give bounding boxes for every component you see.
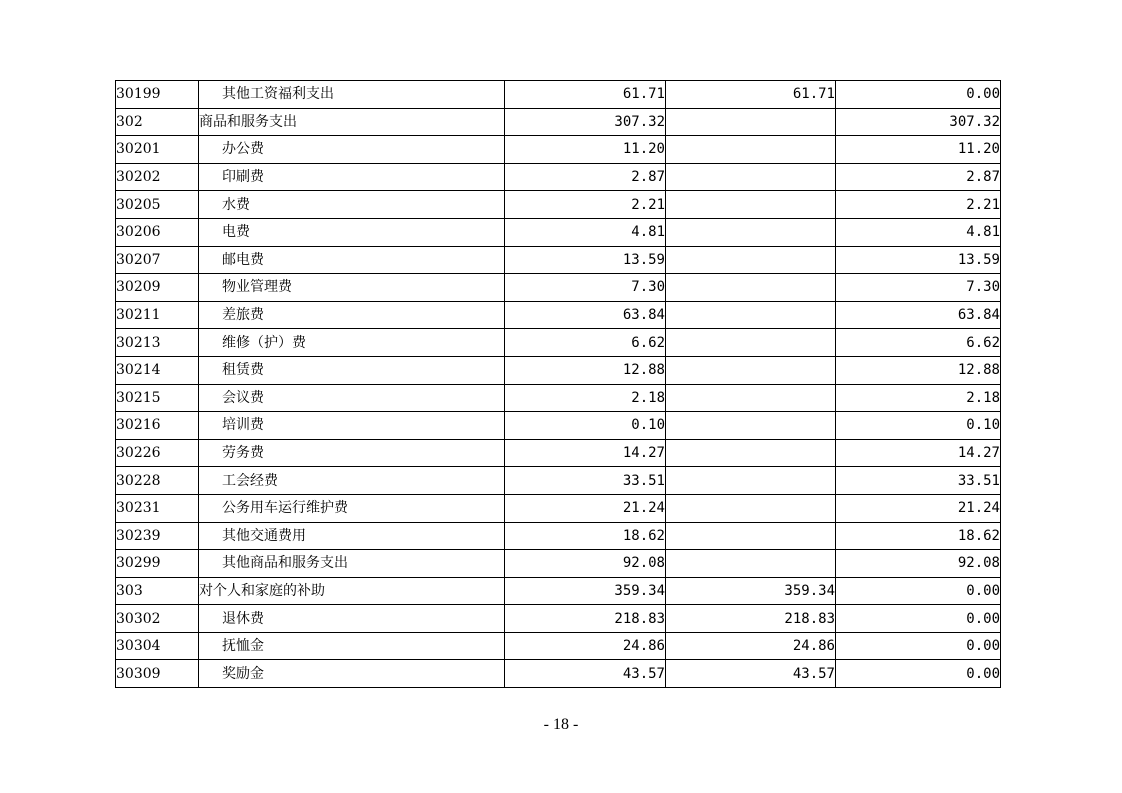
total-amount-cell: 21.24 [505,494,666,522]
name-cell: 其他工资福利支出 [199,81,505,109]
basic-expenditure-cell [666,550,836,578]
table-row [116,136,1001,164]
table-row [116,246,1001,274]
project-expenditure-cell: 14.27 [836,439,1001,467]
project-expenditure-cell: 0.00 [836,577,1001,605]
total-amount-cell: 13.59 [505,246,666,274]
name-cell: 工会经费 [199,467,505,495]
code-cell: 30206 [116,218,199,246]
total-amount-cell: 11.20 [505,136,666,164]
table-row [116,329,1001,357]
basic-expenditure-cell [666,356,836,384]
table-row [116,522,1001,550]
basic-expenditure-cell [666,108,836,136]
project-expenditure-cell: 0.00 [836,605,1001,633]
code-cell: 30299 [116,550,199,578]
table-row [116,301,1001,329]
name-cell: 租赁费 [199,356,505,384]
total-amount-cell: 24.86 [505,632,666,660]
table-row [116,412,1001,440]
project-expenditure-cell: 4.81 [836,218,1001,246]
name-cell: 办公费 [199,136,505,164]
basic-expenditure-cell [666,191,836,219]
total-amount-cell: 92.08 [505,550,666,578]
budget-table [115,80,1001,688]
project-expenditure-cell: 0.00 [836,81,1001,109]
basic-expenditure-cell [666,246,836,274]
total-amount-cell: 2.87 [505,163,666,191]
project-expenditure-cell: 12.88 [836,356,1001,384]
code-cell: 30205 [116,191,199,219]
table-row [116,467,1001,495]
code-cell: 303 [116,577,199,605]
basic-expenditure-cell [666,274,836,302]
project-expenditure-cell: 33.51 [836,467,1001,495]
basic-expenditure-cell [666,412,836,440]
table-row [116,632,1001,660]
basic-expenditure-cell: 218.83 [666,605,836,633]
code-cell: 30239 [116,522,199,550]
project-expenditure-cell: 13.59 [836,246,1001,274]
project-expenditure-cell: 63.84 [836,301,1001,329]
project-expenditure-cell: 307.32 [836,108,1001,136]
total-amount-cell: 2.21 [505,191,666,219]
table-row [116,108,1001,136]
code-cell: 30201 [116,136,199,164]
basic-expenditure-cell: 24.86 [666,632,836,660]
code-cell: 30226 [116,439,199,467]
table-row [116,274,1001,302]
total-amount-cell: 4.81 [505,218,666,246]
name-cell: 劳务费 [199,439,505,467]
name-cell: 物业管理费 [199,274,505,302]
code-cell: 30213 [116,329,199,357]
total-amount-cell: 6.62 [505,329,666,357]
project-expenditure-cell: 0.00 [836,660,1001,688]
name-cell: 培训费 [199,412,505,440]
basic-expenditure-cell: 61.71 [666,81,836,109]
table-row [116,605,1001,633]
code-cell: 30231 [116,494,199,522]
basic-expenditure-cell [666,467,836,495]
name-cell: 奖励金 [199,660,505,688]
name-cell: 会议费 [199,384,505,412]
code-cell: 30209 [116,274,199,302]
table-row [116,550,1001,578]
total-amount-cell: 12.88 [505,356,666,384]
name-cell: 印刷费 [199,163,505,191]
project-expenditure-cell: 2.21 [836,191,1001,219]
basic-expenditure-cell [666,329,836,357]
total-amount-cell: 63.84 [505,301,666,329]
total-amount-cell: 14.27 [505,439,666,467]
table-row [116,494,1001,522]
total-amount-cell: 18.62 [505,522,666,550]
table-row [116,163,1001,191]
code-cell: 30216 [116,412,199,440]
code-cell: 302 [116,108,199,136]
project-expenditure-cell: 0.10 [836,412,1001,440]
code-cell: 30309 [116,660,199,688]
name-cell: 其他交通费用 [199,522,505,550]
table-row [116,660,1001,688]
page-number: - 18 - [543,716,579,733]
table-row [116,81,1001,109]
basic-expenditure-cell [666,301,836,329]
name-cell: 公务用车运行维护费 [199,494,505,522]
project-expenditure-cell: 2.87 [836,163,1001,191]
total-amount-cell: 359.34 [505,577,666,605]
basic-expenditure-cell: 43.57 [666,660,836,688]
project-expenditure-cell: 18.62 [836,522,1001,550]
table-row [116,577,1001,605]
table-row [116,218,1001,246]
name-cell: 维修（护）费 [199,329,505,357]
project-expenditure-cell: 92.08 [836,550,1001,578]
basic-expenditure-cell [666,494,836,522]
table-row [116,439,1001,467]
code-cell: 30211 [116,301,199,329]
code-cell: 30207 [116,246,199,274]
total-amount-cell: 33.51 [505,467,666,495]
project-expenditure-cell: 7.30 [836,274,1001,302]
total-amount-cell: 218.83 [505,605,666,633]
total-amount-cell: 43.57 [505,660,666,688]
project-expenditure-cell: 21.24 [836,494,1001,522]
name-cell: 水费 [199,191,505,219]
total-amount-cell: 7.30 [505,274,666,302]
name-cell: 抚恤金 [199,632,505,660]
basic-expenditure-cell [666,439,836,467]
total-amount-cell: 0.10 [505,412,666,440]
code-cell: 30199 [116,81,199,109]
code-cell: 30214 [116,356,199,384]
code-cell: 30304 [116,632,199,660]
name-cell: 邮电费 [199,246,505,274]
code-cell: 30202 [116,163,199,191]
total-amount-cell: 307.32 [505,108,666,136]
name-cell: 退休费 [199,605,505,633]
name-cell: 商品和服务支出 [199,108,505,136]
project-expenditure-cell: 0.00 [836,632,1001,660]
project-expenditure-cell: 2.18 [836,384,1001,412]
code-cell: 30302 [116,605,199,633]
table-row [116,191,1001,219]
name-cell: 差旅费 [199,301,505,329]
name-cell: 其他商品和服务支出 [199,550,505,578]
budget-table-body [116,81,1001,688]
basic-expenditure-cell [666,384,836,412]
total-amount-cell: 61.71 [505,81,666,109]
table-row [116,384,1001,412]
basic-expenditure-cell [666,522,836,550]
table-row [116,356,1001,384]
name-cell: 电费 [199,218,505,246]
basic-expenditure-cell [666,163,836,191]
project-expenditure-cell: 11.20 [836,136,1001,164]
basic-expenditure-cell: 359.34 [666,577,836,605]
code-cell: 30228 [116,467,199,495]
code-cell: 30215 [116,384,199,412]
basic-expenditure-cell [666,218,836,246]
basic-expenditure-cell [666,136,836,164]
project-expenditure-cell: 6.62 [836,329,1001,357]
total-amount-cell: 2.18 [505,384,666,412]
name-cell: 对个人和家庭的补助 [199,577,505,605]
